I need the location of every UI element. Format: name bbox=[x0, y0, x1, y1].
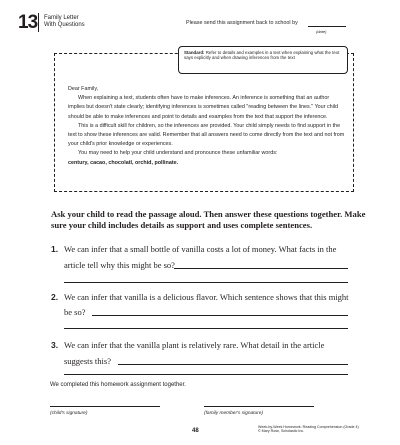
question-1-text-line2: article tell why this might be so? bbox=[64, 260, 175, 270]
letter-greeting: Dear Family, bbox=[68, 86, 99, 92]
header-title-line2: With Questions bbox=[44, 22, 85, 28]
book-credit bbox=[258, 425, 359, 434]
question-3 bbox=[51, 340, 367, 350]
instructions: Ask your child to read the passage aloud. Then answer these questions together. Make sure your child includes details as support and uses complete sentences. bbox=[51, 209, 366, 231]
answer-1-line-b[interactable] bbox=[64, 282, 348, 283]
question-3-text-line2: suggests this? bbox=[64, 356, 111, 366]
question-1-text-line1: We can infer that a small bottle of vanilla costs a lot of money. What facts in the bbox=[64, 244, 337, 254]
answer-1-line-a[interactable] bbox=[174, 268, 348, 269]
header-divider bbox=[38, 13, 39, 32]
vocabulary-words: century, cacao, chocolatl, orchid, pollinate. bbox=[68, 159, 179, 166]
page-number: 48 bbox=[192, 428, 199, 434]
child-signature-line[interactable] bbox=[50, 406, 160, 407]
question-2-text-line1: We can infer that vanilla is a delicious flavor. Which sentence shows that this might bbox=[64, 292, 349, 302]
header-title-line1: Family Letter bbox=[44, 15, 79, 21]
answer-2-line-b[interactable] bbox=[64, 328, 348, 329]
family-signature-line[interactable] bbox=[204, 406, 314, 407]
date-caption: (date) bbox=[316, 29, 327, 34]
completion-statement: We completed this homework assignment together. bbox=[50, 382, 186, 388]
letter-paragraph-1: When explaining a text, students often have to make inferences. An inference is something that an author implies but doesn't state clearly; identifying inferences is sometimes called "reading between the lines." Your child should be able to make inferences and point to details and examples from the text that support the inference. bbox=[68, 95, 339, 120]
family-signature-caption: (family member's signature) bbox=[204, 411, 264, 416]
child-signature-caption: (child's signature) bbox=[50, 411, 88, 416]
question-3-number: 3. bbox=[51, 340, 59, 350]
send-back-text: Please send this assignment back to school by bbox=[186, 20, 298, 26]
family-letter bbox=[68, 85, 346, 168]
standard-text: Refer to details and examples in a text when explaining what the text says explicitly and when drawing inferences from the text bbox=[184, 50, 340, 61]
question-2-text-line2: be so? bbox=[64, 307, 86, 317]
question-2-number: 2. bbox=[51, 292, 59, 302]
answer-2-line-a[interactable] bbox=[92, 315, 348, 316]
answer-3-line-a[interactable] bbox=[118, 364, 348, 365]
letter-paragraph-3: You may need to help your child understand and pronounce these unfamiliar words: bbox=[78, 150, 278, 157]
question-1-number: 1. bbox=[51, 244, 59, 254]
standard-label: Standard: bbox=[184, 50, 205, 55]
book-credit-line2: © Mary Rose, Scholastic Inc. bbox=[258, 429, 305, 434]
answer-3-line-b[interactable] bbox=[64, 374, 348, 375]
letter-number: 13 bbox=[18, 12, 38, 33]
question-1 bbox=[51, 244, 367, 254]
book-credit-line1: Week-by-Week Homework: Reading Comprehension (Grade 4) bbox=[258, 425, 359, 429]
standard-box bbox=[178, 46, 348, 74]
header-title bbox=[44, 15, 124, 29]
question-3-text-line1: We can infer that the vanilla plant is relatively rare. What detail in the article bbox=[64, 340, 325, 350]
letter-paragraph-2: This is a difficult skill for children, so the inferences are provided. Your child simply needs to find support in the text to show these inferences are valid. Remember that all answers need to come directly from the text and not from your child's prior knowledge or experiences. bbox=[68, 122, 345, 148]
date-field-line[interactable] bbox=[308, 26, 346, 27]
question-2 bbox=[51, 292, 367, 302]
